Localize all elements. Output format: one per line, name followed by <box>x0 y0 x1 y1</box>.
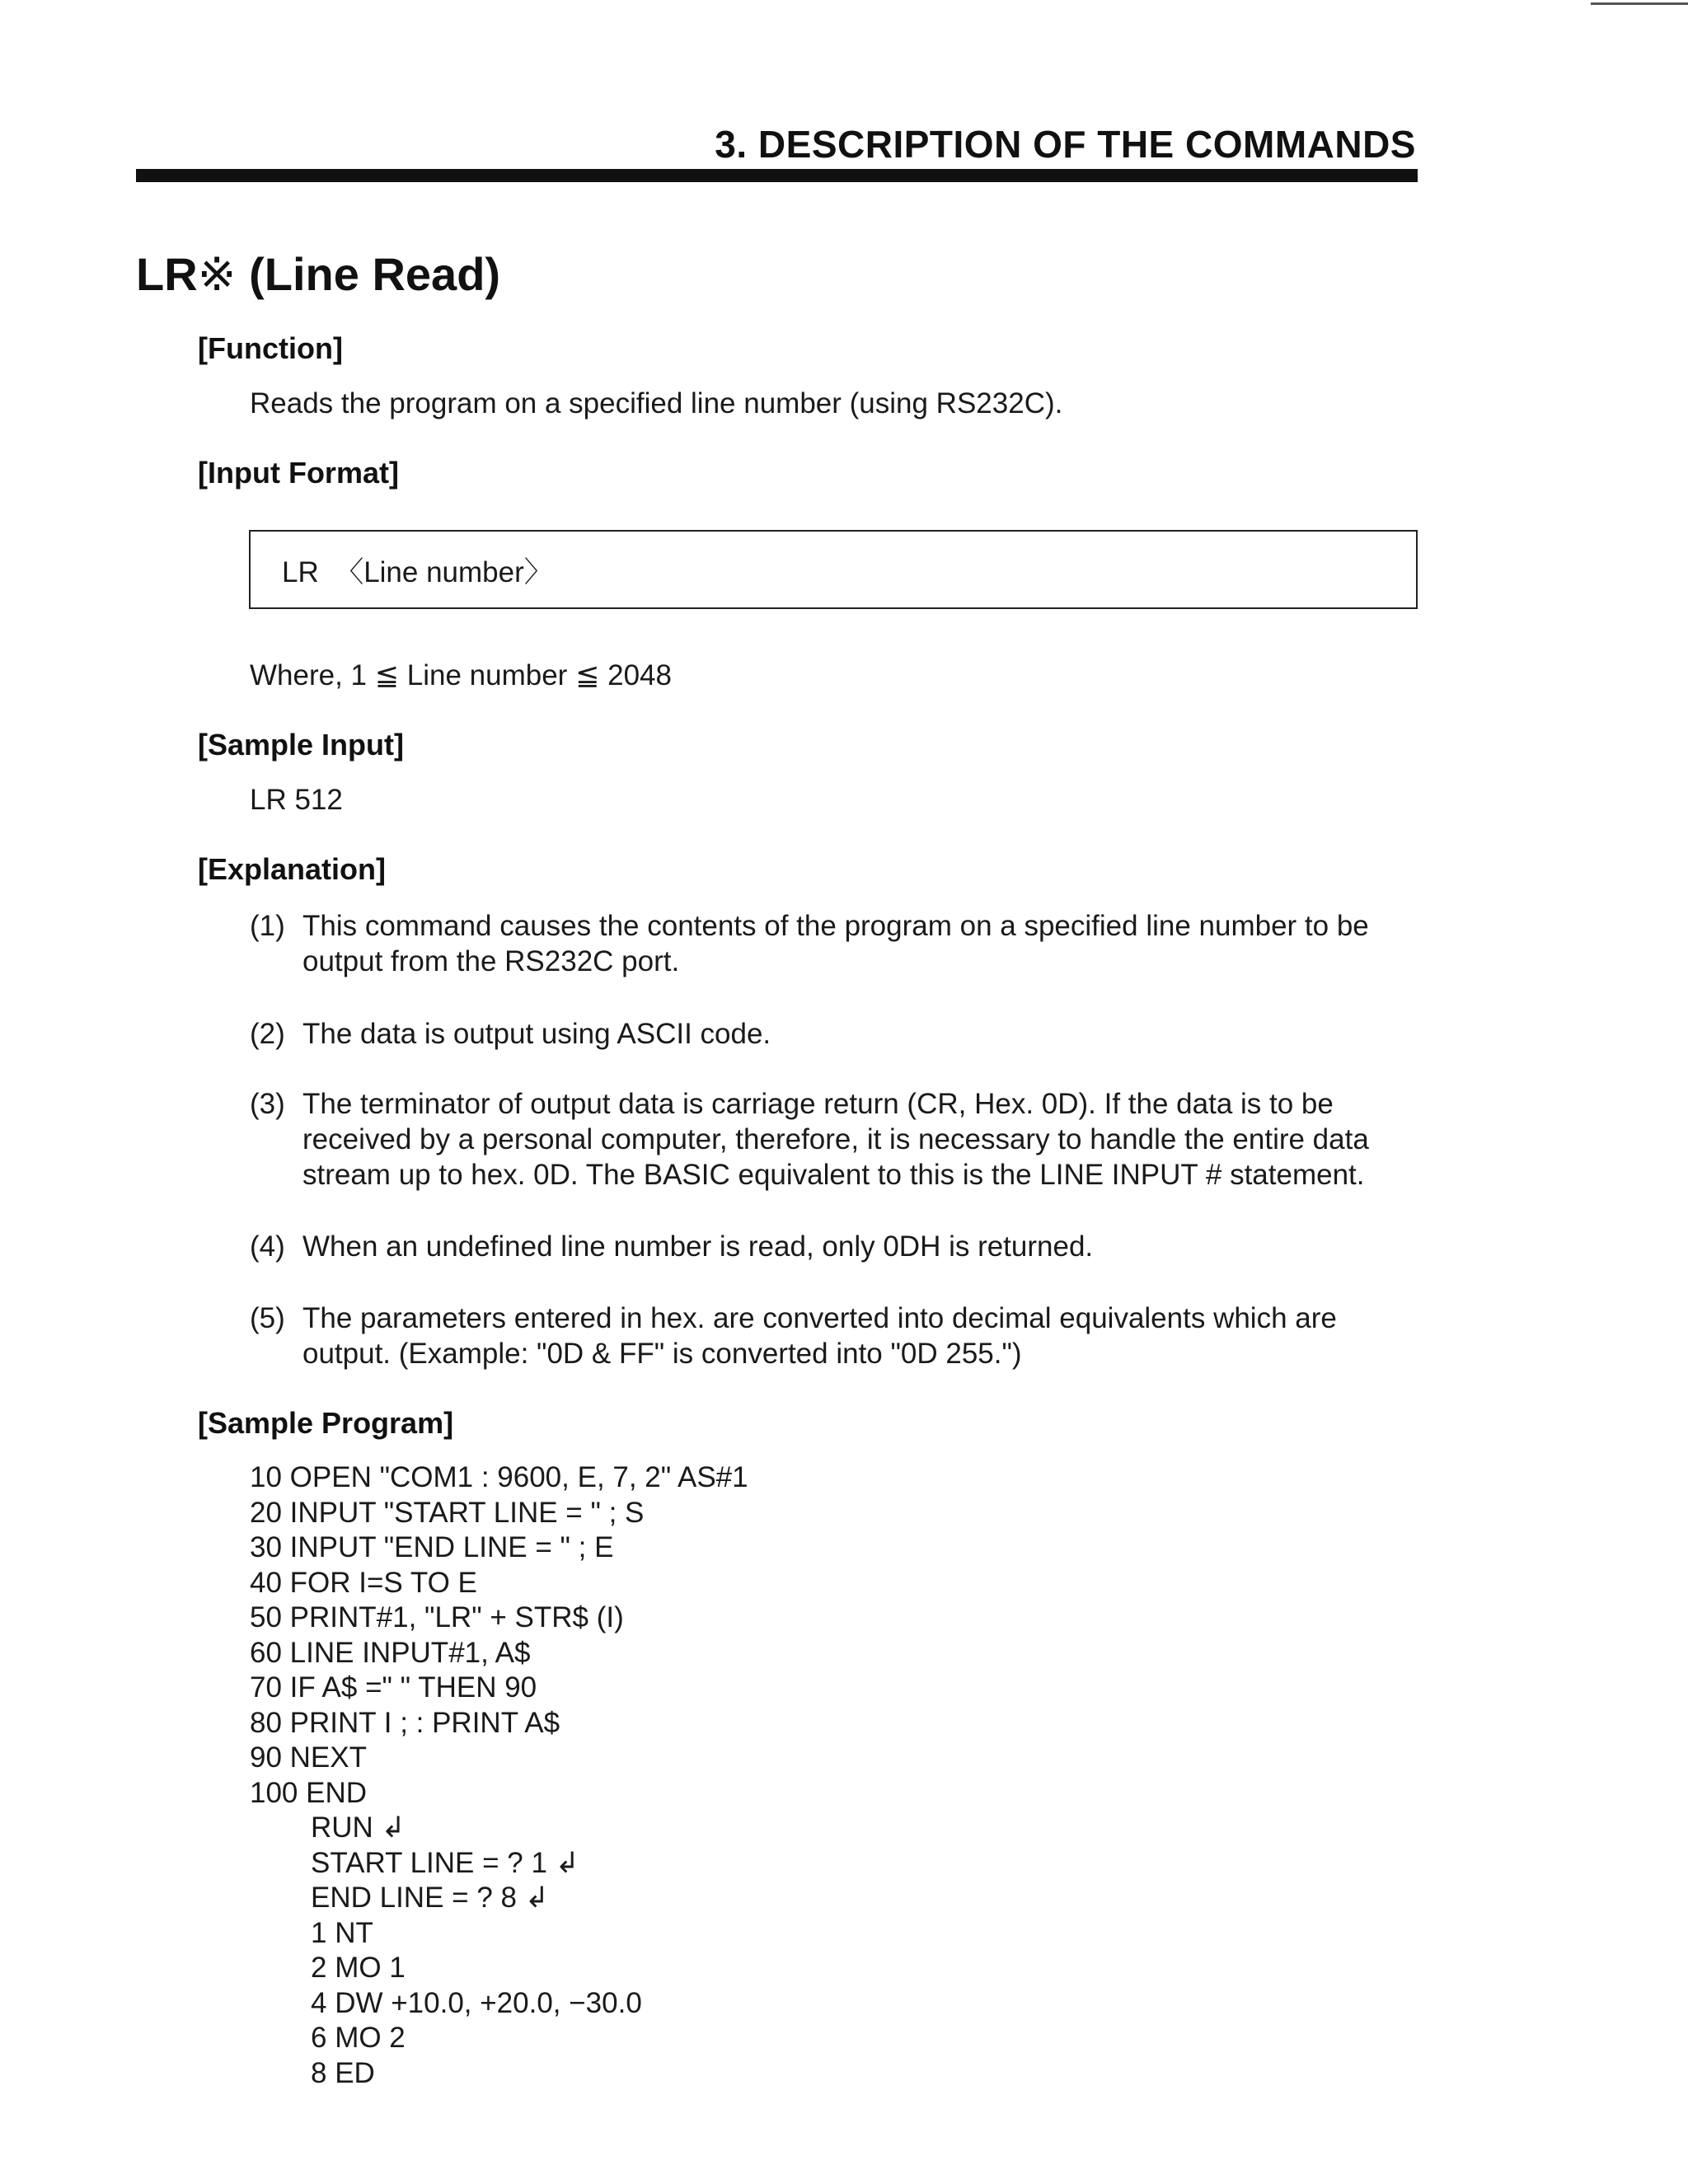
sample-program-code <box>250 1460 748 2091</box>
command-name: (Line Read) <box>249 248 501 300</box>
code-line: 100 END <box>250 1776 368 1809</box>
run-output-line: START LINE = ? 1 ↲ <box>311 1846 579 1879</box>
run-output-line: 2 MO 1 <box>311 1952 406 1984</box>
code-line: 90 NEXT <box>250 1741 367 1774</box>
function-text: Reads the program on a specified line number (using RS232C). <box>250 387 1063 419</box>
explanation-item <box>250 1086 1428 1193</box>
explanation-item <box>250 1301 1428 1371</box>
explanation-item <box>250 908 1428 979</box>
input-format-box <box>249 530 1418 609</box>
run-output-line: RUN ↲ <box>311 1811 406 1844</box>
sample-program-heading: [Sample Program] <box>198 1406 454 1440</box>
explanation-item <box>250 1229 1428 1264</box>
item-text: When an undefined line number is read, only 0DH is returned. <box>302 1230 1094 1263</box>
run-output-line: END LINE = ? 8 ↲ <box>311 1882 550 1914</box>
run-output-line: 6 MO 2 <box>311 2022 406 2054</box>
input-format-text: LR 〈Line number〉 <box>282 556 553 588</box>
run-output-line: 1 NT <box>311 1916 373 1949</box>
item-text: The data is output using ASCII code. <box>302 1018 771 1050</box>
page-corner-rule <box>1591 2 1688 5</box>
code-line: 50 PRINT#1, "LR" + STR$ (I) <box>250 1601 624 1633</box>
item-number: (1) <box>250 910 285 942</box>
line-number-range: Where, 1 ≦ Line number ≦ 2048 <box>250 659 672 691</box>
sample-input-text: LR 512 <box>250 784 343 816</box>
run-output-line: 8 ED <box>311 2056 375 2089</box>
item-text: The terminator of output data is carriage return (CR, Hex. 0D). If the data is to be received by a personal computer, therefore, it is necessary to handle the entire data stream up to hex. 0D. The BASIC equivalent to this is the LINE INPUT # statement. <box>302 1088 1369 1191</box>
code-line: 70 IF A$ =" " THEN 90 <box>250 1671 537 1704</box>
chapter-header: 3. DESCRIPTION OF THE COMMANDS <box>715 123 1416 166</box>
command-title <box>136 247 500 302</box>
sample-input-heading: [Sample Input] <box>198 728 404 762</box>
run-output-line: 4 DW +10.0, +20.0, −30.0 <box>311 1986 642 2019</box>
item-number: (5) <box>250 1302 285 1334</box>
command-mark: ※ <box>197 248 237 300</box>
code-line: 80 PRINT I ; : PRINT A$ <box>250 1706 560 1739</box>
item-number: (4) <box>250 1230 285 1263</box>
explanation-item <box>250 1016 1428 1052</box>
item-number: (2) <box>250 1018 285 1050</box>
header-rule <box>136 169 1418 182</box>
item-text: This command causes the contents of the program on a specified line number to be output from the RS232C port. <box>302 910 1369 977</box>
code-line: 20 INPUT "START LINE = " ; S <box>250 1496 645 1529</box>
item-number: (3) <box>250 1088 285 1120</box>
item-text: The parameters entered in hex. are converted into decimal equivalents which are output. (Example: "0D & FF" is converted into "0D 255.") <box>302 1302 1337 1370</box>
code-line: 60 LINE INPUT#1, A$ <box>250 1636 531 1669</box>
code-line: 30 INPUT "END LINE = " ; E <box>250 1531 614 1563</box>
code-line: 40 FOR I=S TO E <box>250 1566 477 1599</box>
command-code: LR <box>136 248 198 300</box>
input-format-heading: [Input Format] <box>198 456 399 490</box>
explanation-heading: [Explanation] <box>198 852 387 886</box>
code-line: 10 OPEN "COM1 : 9600, E, 7, 2" AS#1 <box>250 1461 748 1493</box>
function-heading: [Function] <box>198 331 343 365</box>
